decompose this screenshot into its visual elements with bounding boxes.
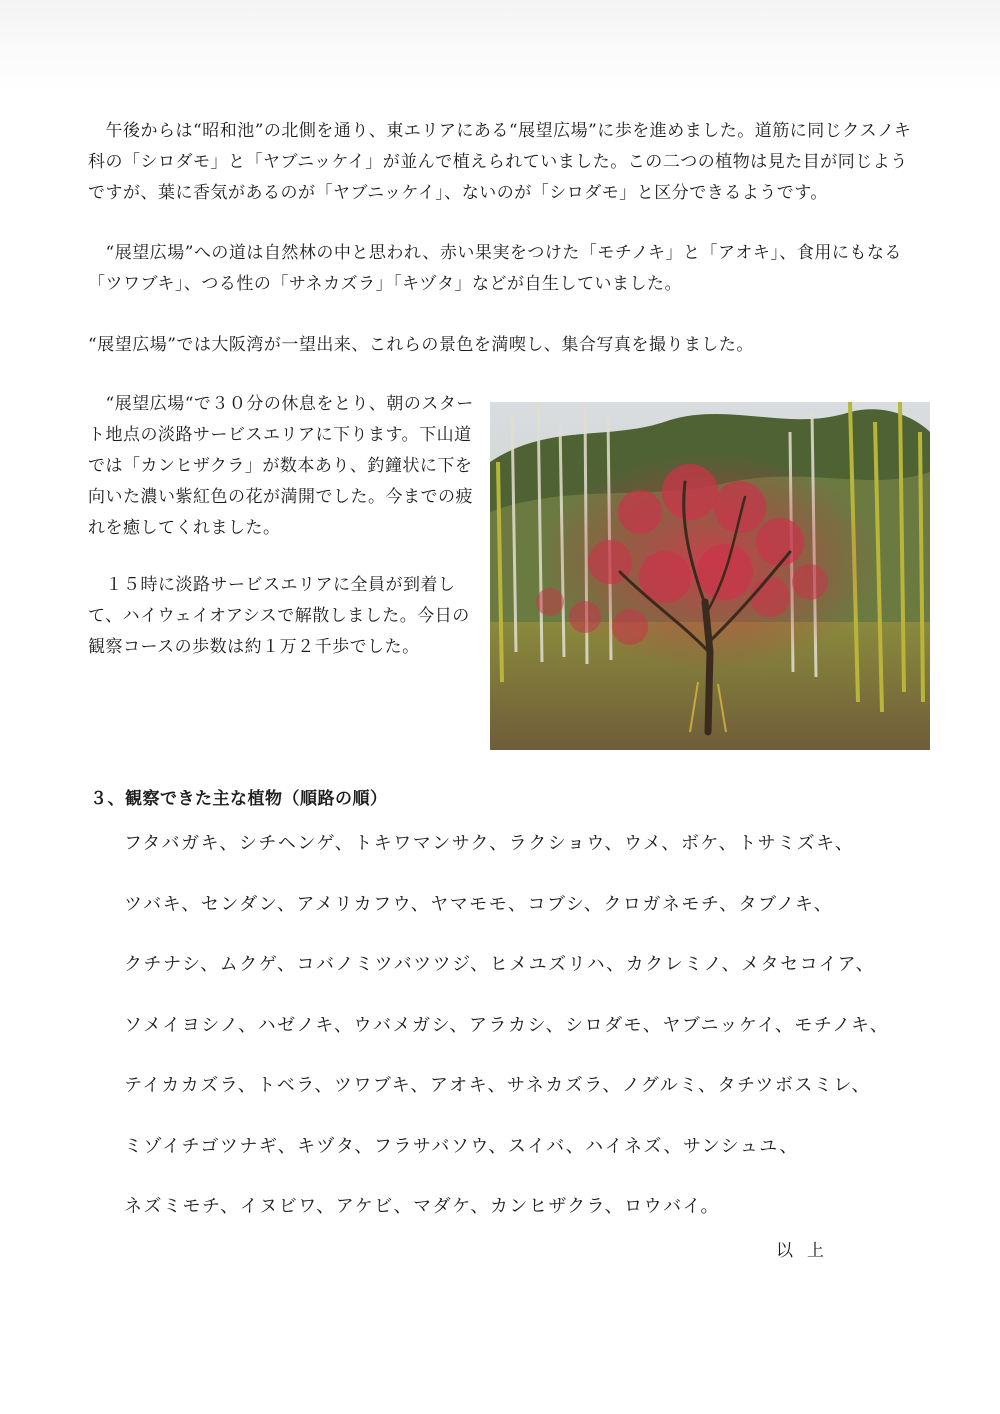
- section-3-heading: ３、観察できた主な植物（順路の順）: [90, 789, 388, 809]
- plant-list-line: クチナシ、ムクゲ、コバノミツバツツジ、ヒメユズリハ、カクレミノ、メタセコイア、: [124, 954, 876, 975]
- closing-mark: 以上: [776, 1241, 838, 1261]
- plant-list: [124, 824, 934, 1248]
- cherry-tree-image: [490, 402, 930, 750]
- paragraph-rest-descent: “展望広場“で３０分の休息をとり、朝のスタート地点の淡路サービスエリアに下ります。下山道では「カンヒザクラ」が数本あり、釣鐘状に下を向いた濃い紫紅色の花が満開でした。今までの疲れを癒してくれました。: [88, 394, 474, 538]
- scan-shadow: [0, 0, 1000, 90]
- plant-list-line: ツバキ、センダン、アメリカフウ、ヤマモモ、コブシ、クロガネモチ、タブノキ、: [124, 893, 834, 915]
- paragraph-osaka-bay-view: “展望広場”では大阪湾が一望出来、これらの景色を満喫し、集合写真を撮りました。: [88, 335, 754, 355]
- cherry-blossom-photo: [490, 402, 930, 750]
- plant-list-line: ソメイヨシノ、ハゼノキ、ウバメガシ、アラカシ、シロダモ、ヤブニッケイ、モチノキ、: [124, 1014, 890, 1036]
- plant-list-line: テイカカズラ、トベラ、ツワブキ、アオキ、サネカズラ、ノグルミ、タチツボスミレ、: [124, 1075, 871, 1096]
- plant-list-line: ネズミモチ、イヌビワ、アケビ、マダケ、カンヒザクラ、ロウバイ。: [124, 1196, 721, 1217]
- paragraph-dismissal: １５時に淡路サービスエリアに全員が到着して、ハイウェイオアシスで解散しました。今日の観察コースの歩数は約１万２千歩でした。: [88, 575, 470, 657]
- plant-list-line: フタバガキ、シチヘンゲ、トキワマンサク、ラクショウ、ウメ、ボケ、トサミズキ、: [124, 833, 855, 854]
- paragraph-forest-path: “展望広場”への道は自然林の中と思われ、赤い果実をつけた「モチノキ」と「アオキ」、食用にもなる「ツワブキ」、つる性の「サネカズラ」「キヅタ」などが自生していました。: [88, 243, 902, 294]
- plant-list-line: ミゾイチゴツナギ、キヅタ、フラサバソウ、スイバ、ハイネズ、サンシュユ、: [124, 1135, 799, 1157]
- paragraph-afternoon-route: 午後からは“昭和池”の北側を通り、東エリアにある“展望広場”に歩を進めました。道筋に同じクスノキ科の「シロダモ」と「ヤブニッケイ」が並んで植えられていました。この二つの植物は見た目が同じようですが、葉に香気があるのが「ヤブニッケイ」、ないのが「シロダモ」と区分できるようです。: [88, 121, 912, 203]
